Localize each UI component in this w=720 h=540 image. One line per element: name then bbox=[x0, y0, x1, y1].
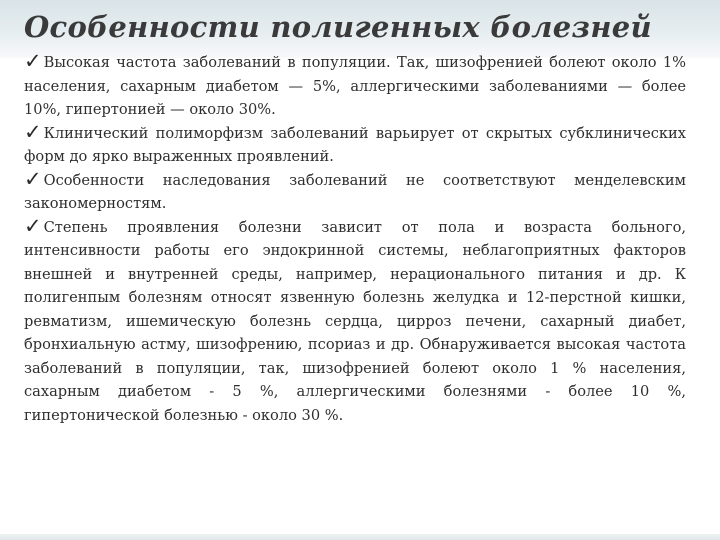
bullet-text: Клинический полиморфизм заболеваний варьирует от скрытых субклинических форм до ярко выраженных проявлений. bbox=[24, 124, 686, 165]
bullet-item bbox=[24, 51, 686, 122]
bottom-edge bbox=[0, 534, 720, 540]
bullet-text: Особенности наследования заболеваний не соответствуют менделевским закономерностям. bbox=[24, 171, 686, 212]
check-mark-icon: ✓ bbox=[24, 49, 42, 73]
bullet-text: Степень проявления болезни зависит от пола и возраста больного, интенсивности работы его эндокринной системы, неблагоприятных факторов внешней и внутренней среды, например, нерационального питания и др. К полигенпым болезням относят язвенную болезнь желудка и 12-перстной кишки, ревматизм, ишемическую болезнь сердца, цирроз печени, сахарный диабет, бронхиальную астму, шизофрению, псориаз и др. Обнаруживается высокая частота заболеваний в популяции, так, шизофренией болеют около 1 % населения, сахарным диабетом - 5 %, аллергическими болезнями - более 10 %, гипертонической болезнью - около 30 %. bbox=[24, 218, 686, 424]
slide-title: Особенности полигенных болезней bbox=[24, 10, 652, 44]
check-mark-icon: ✓ bbox=[24, 213, 42, 238]
check-mark-icon: ✓ bbox=[24, 166, 42, 191]
bullet-item bbox=[24, 213, 686, 428]
check-mark-icon: ✓ bbox=[24, 119, 42, 144]
bullet-text: Высокая частота заболеваний в популяции. Так, шизофренией болеют около 1% населения, сахарным диабетом — 5%, аллергическими заболеваниями — более 10%, гипертонией — около 30%. bbox=[24, 54, 686, 118]
bullet-item bbox=[24, 119, 686, 169]
bullet-item bbox=[24, 166, 686, 216]
bullet-list bbox=[24, 51, 686, 427]
